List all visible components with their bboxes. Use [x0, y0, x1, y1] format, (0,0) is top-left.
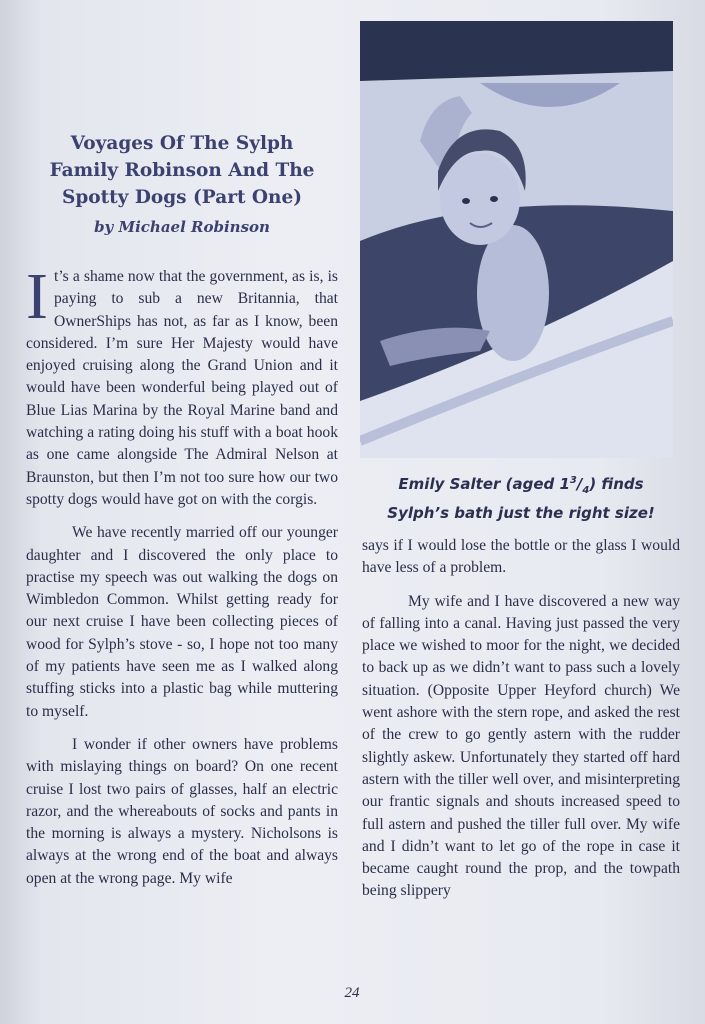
paragraph-3: I wonder if other owners have problems with mislaying things on board? On one recent cruise I lost two pairs of glasses, half an electric razor, and the whereabouts of socks and pants in the morning is always a mystery. Nicholsons is always at the wrong end of the boat and always open at the wrong page. My wife	[26, 735, 338, 887]
paragraph-2: We have recently married off our younger daughter and I discovered the only place to practise my speech was out walking the dogs on Wimbledon Common. Whilst getting ready for our next cruise I have been collecting pieces of wood for Sylph’s stove - so, I hope not too many of my patients have seen me as I walked along stuffing sticks into a plastic bag while muttering to myself.	[26, 524, 338, 720]
caption-fraction-numerator: 3	[569, 475, 577, 486]
paragraph-3-continued: says if I would lose the bottle or the glass I would have less of a problem.	[362, 537, 680, 577]
left-column	[26, 260, 338, 890]
photo-image	[360, 21, 673, 458]
right-column	[362, 535, 680, 903]
caption-line-2: Sylph’s bath just the right size!	[387, 504, 655, 522]
article-title-line-3: Spotty Dogs (Part One)	[61, 187, 303, 208]
article-byline: by Michael Robinson	[94, 218, 270, 236]
paragraph-4: My wife and I have discovered a new way of falling into a canal. Having just passed the very place we wished to moor for the night, we decided to back up as we didn’t want to pass such a lovely situation. (Opposite Upper Heyford church) We went ashore with the stern rope, and asked the rest of the crew to go gently astern with the rudder slightly askew. Unfortunately they started off hard astern with the tiller well over, and misinterpreting our frantic signals and shouts increased speed to full astern and pushed the tiller full over. My wife and I didn’t want to let go of the rope in case it became caught round the prop, and the towpath being slippery	[362, 592, 680, 900]
caption-text-b: ) finds	[589, 475, 644, 493]
page-number: 24	[344, 985, 360, 1001]
paragraph-1	[26, 260, 338, 511]
photo-child-in-bath	[360, 21, 673, 458]
article-title-line-2: Family Robinson And The	[49, 160, 315, 181]
drop-cap: I	[26, 260, 48, 333]
photo-caption: Emily Salter (aged $1^3/_4$) finds Sylph’s bath just the right size!	[387, 475, 655, 522]
article-title	[22, 130, 342, 211]
article-title-line-1: Voyages Of The Sylph	[70, 133, 294, 154]
caption-text-a: Emily Salter (aged 1	[398, 475, 570, 493]
paragraph-1-text: t’s a shame now that the government, as is, is paying to sub a new Britannia, that OwnerShips has not, as far as I know, been considered. I’m sure Her Majesty would have enjoyed cruising along the Grand Union and it would have been wonderful being played out of Blue Lias Marina by the Royal Marine band and watching a rating doing his stuff with a boat hook as one came alongside The Admiral Nelson at Braunston, but then I’m not too sure how our two spotty dogs would have got on with the corgis.	[26, 268, 338, 508]
caption-fraction-denominator: 4	[582, 485, 590, 496]
